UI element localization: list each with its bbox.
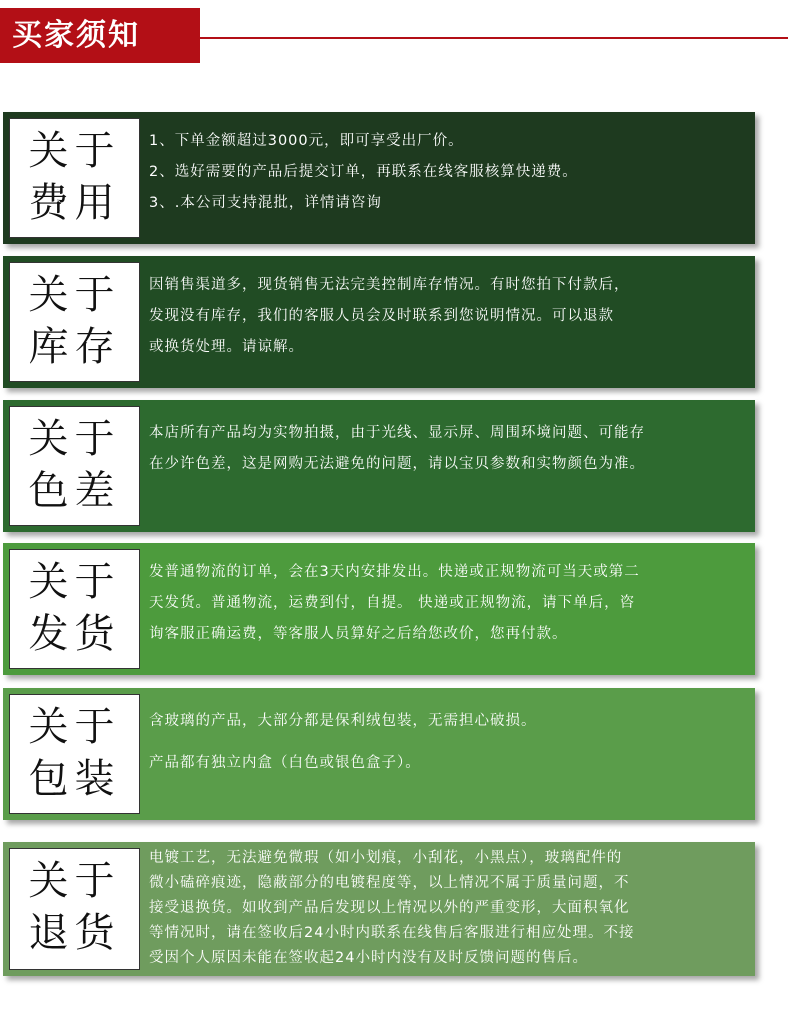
section-title-line1: 关于	[28, 858, 121, 904]
section-title-line2: 包装	[28, 756, 121, 802]
section-body	[149, 126, 749, 219]
section-body-line: 2、选好需要的产品后提交订单，再联系在线客服核算快递费。	[149, 164, 578, 180]
section-body-line: 含玻璃的产品，大部分都是保利绒包装，无需担心破损。	[149, 713, 537, 729]
section-body-line: 接受退换货。如收到产品后发现以上情况以外的严重变形，大面积氧化	[149, 900, 630, 916]
section-body	[149, 418, 749, 480]
section-title-line2: 退货	[28, 910, 121, 956]
notice-section	[3, 400, 755, 532]
section-title-line2: 色差	[28, 468, 121, 514]
section-title-box	[9, 848, 140, 970]
section-body-line: 在少许色差，这是网购无法避免的问题，请以宝贝参数和实物颜色为准。	[149, 456, 645, 472]
section-body-line: 本店所有产品均为实物拍摄，由于光线、显示屏、周围环境问题、可能存	[149, 425, 645, 441]
section-body-line: 天发货。普通物流，运费到付，自提。 快递或正规物流，请下单后，咨	[149, 595, 636, 611]
section-body-line: 微小磕碎痕迹，隐蔽部分的电镀程度等，以上情况不属于质量问题，不	[149, 875, 630, 891]
notice-section	[3, 543, 755, 675]
notice-section	[3, 688, 755, 820]
section-body-line: 受因个人原因未能在签收起24小时内没有及时反馈问题的售后。	[149, 950, 588, 966]
page-title: 买家须知	[0, 8, 200, 63]
section-body-line: 产品都有独立内盒（白色或银色盒子）。	[149, 755, 421, 771]
section-title-line2: 发货	[28, 611, 121, 657]
section-title-line1: 关于	[28, 559, 121, 605]
section-title-line1: 关于	[28, 272, 121, 318]
section-title-line2: 费用	[28, 180, 121, 226]
section-body-line: 或换货处理。请谅解。	[149, 339, 304, 355]
section-body-line: 等情况时，请在签收后24小时内联系在线售后客服进行相应处理。不接	[149, 925, 635, 941]
section-body	[149, 846, 749, 971]
section-title-box	[9, 406, 140, 526]
section-body-line: 3、.本公司支持混批，详情请咨询	[149, 195, 382, 211]
section-body-line: 1、下单金额超过3000元，即可享受出厂价。	[149, 133, 464, 149]
section-title-line1: 关于	[28, 128, 121, 174]
section-body-line: 询客服正确运费，等客服人员算好之后给您改价，您再付款。	[149, 626, 568, 642]
section-title-box	[9, 549, 140, 669]
section-body-line: 电镀工艺，无法避免微瑕（如小划痕，小刮花，小黑点），玻璃配件的	[149, 850, 623, 866]
section-title-box	[9, 262, 140, 382]
section-title-line2: 库存	[28, 324, 121, 370]
section-title-box	[9, 694, 140, 814]
section-title-line1: 关于	[28, 704, 121, 750]
section-body-line: 发现没有库存，我们的客服人员会及时联系到您说明情况。可以退款	[149, 308, 614, 324]
section-body-line: 发普通物流的订单，会在3天内安排发出。快递或正规物流可当天或第二	[149, 564, 640, 580]
section-body	[149, 270, 749, 363]
section-body	[149, 700, 749, 784]
header-divider	[200, 37, 788, 39]
section-body-line: 因销售渠道多，现货销售无法完美控制库存情况。有时您拍下付款后，	[149, 277, 630, 293]
section-title-line1: 关于	[28, 416, 121, 462]
notice-section	[3, 842, 755, 976]
notice-section	[3, 112, 755, 244]
section-body	[149, 557, 749, 650]
notice-section	[3, 256, 755, 388]
section-title-box	[9, 118, 140, 238]
